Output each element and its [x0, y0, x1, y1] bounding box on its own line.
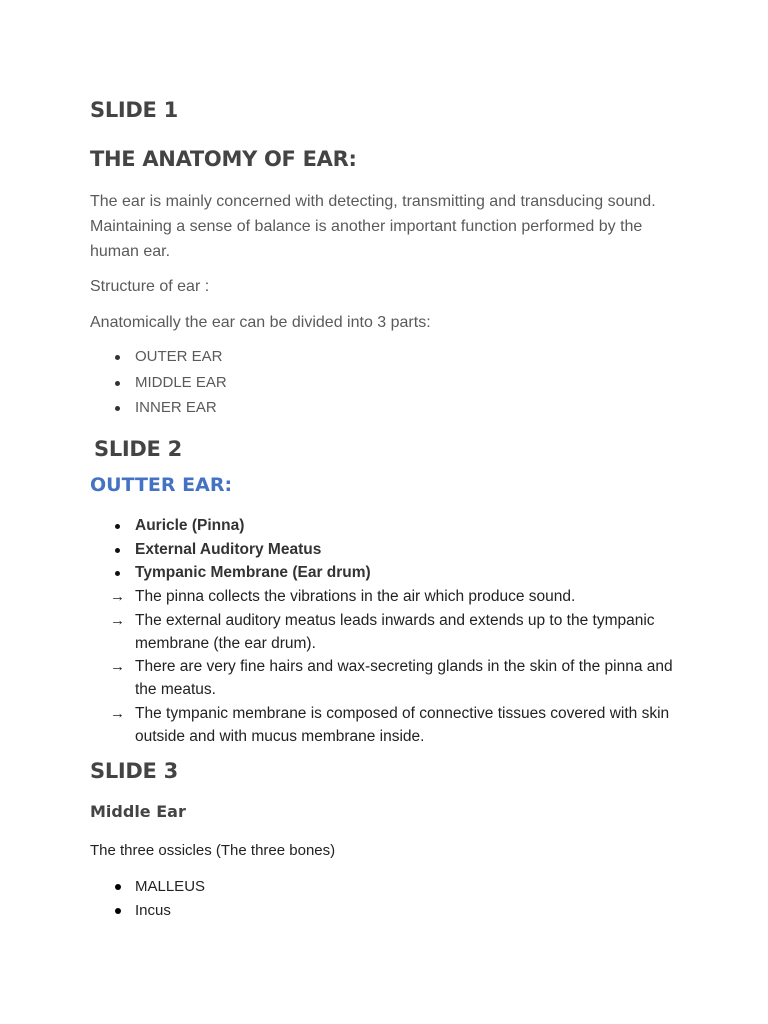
slide1-heading: SLIDE 1 — [90, 98, 178, 122]
list-item: Auricle (Pinna) — [90, 516, 371, 540]
list-item: → The pinna collects the vibrations in the air which produce sound. — [90, 585, 690, 608]
list-item: → The tympanic membrane is composed of connective tissues covered with skin outside and with mucus membrane inside. — [90, 702, 690, 748]
slide1-title: THE ANATOMY OF EAR: — [90, 147, 357, 171]
middle-ear-subtitle: Middle Ear — [90, 802, 186, 821]
list-item: OUTER EAR — [90, 347, 227, 373]
list-item: MIDDLE EAR — [90, 373, 227, 399]
slide2-heading: SLIDE 2 — [94, 437, 182, 461]
arrow-icon: → — [110, 611, 125, 629]
ossicles-intro: The three ossicles (The three bones) — [90, 842, 336, 859]
ear-parts-list — [90, 347, 227, 424]
slide3-heading: SLIDE 3 — [90, 759, 178, 783]
list-item: External Auditory Meatus — [90, 540, 371, 564]
list-item: Incus — [90, 901, 205, 925]
structure-label: Structure of ear : — [90, 278, 210, 295]
list-item: INNER EAR — [90, 398, 227, 424]
list-item: → There are very fine hairs and wax-secreting glands in the skin of the pinna and the meatus. — [90, 655, 690, 701]
ossicles-list — [90, 877, 205, 925]
outer-ear-subtitle: OUTTER EAR: — [90, 474, 233, 496]
list-item: Tympanic Membrane (Ear drum) — [90, 563, 371, 587]
arrow-icon: → — [110, 658, 125, 675]
arrow-icon: → — [110, 588, 125, 605]
arrow-icon: → — [110, 704, 125, 722]
outer-ear-components — [90, 516, 371, 587]
parts-intro: Anatomically the ear can be divided into 3 parts: — [90, 314, 431, 331]
list-item: → The external auditory meatus leads inwards and extends up to the tympanic membrane (the ear drum). — [90, 609, 690, 655]
outer-ear-points — [90, 585, 690, 748]
slide1-intro: The ear is mainly concerned with detecting, transmitting and transducing sound. Maintaining a sense of balance is another important function performed by the human ear. — [90, 193, 656, 260]
list-item: MALLEUS — [90, 877, 205, 901]
